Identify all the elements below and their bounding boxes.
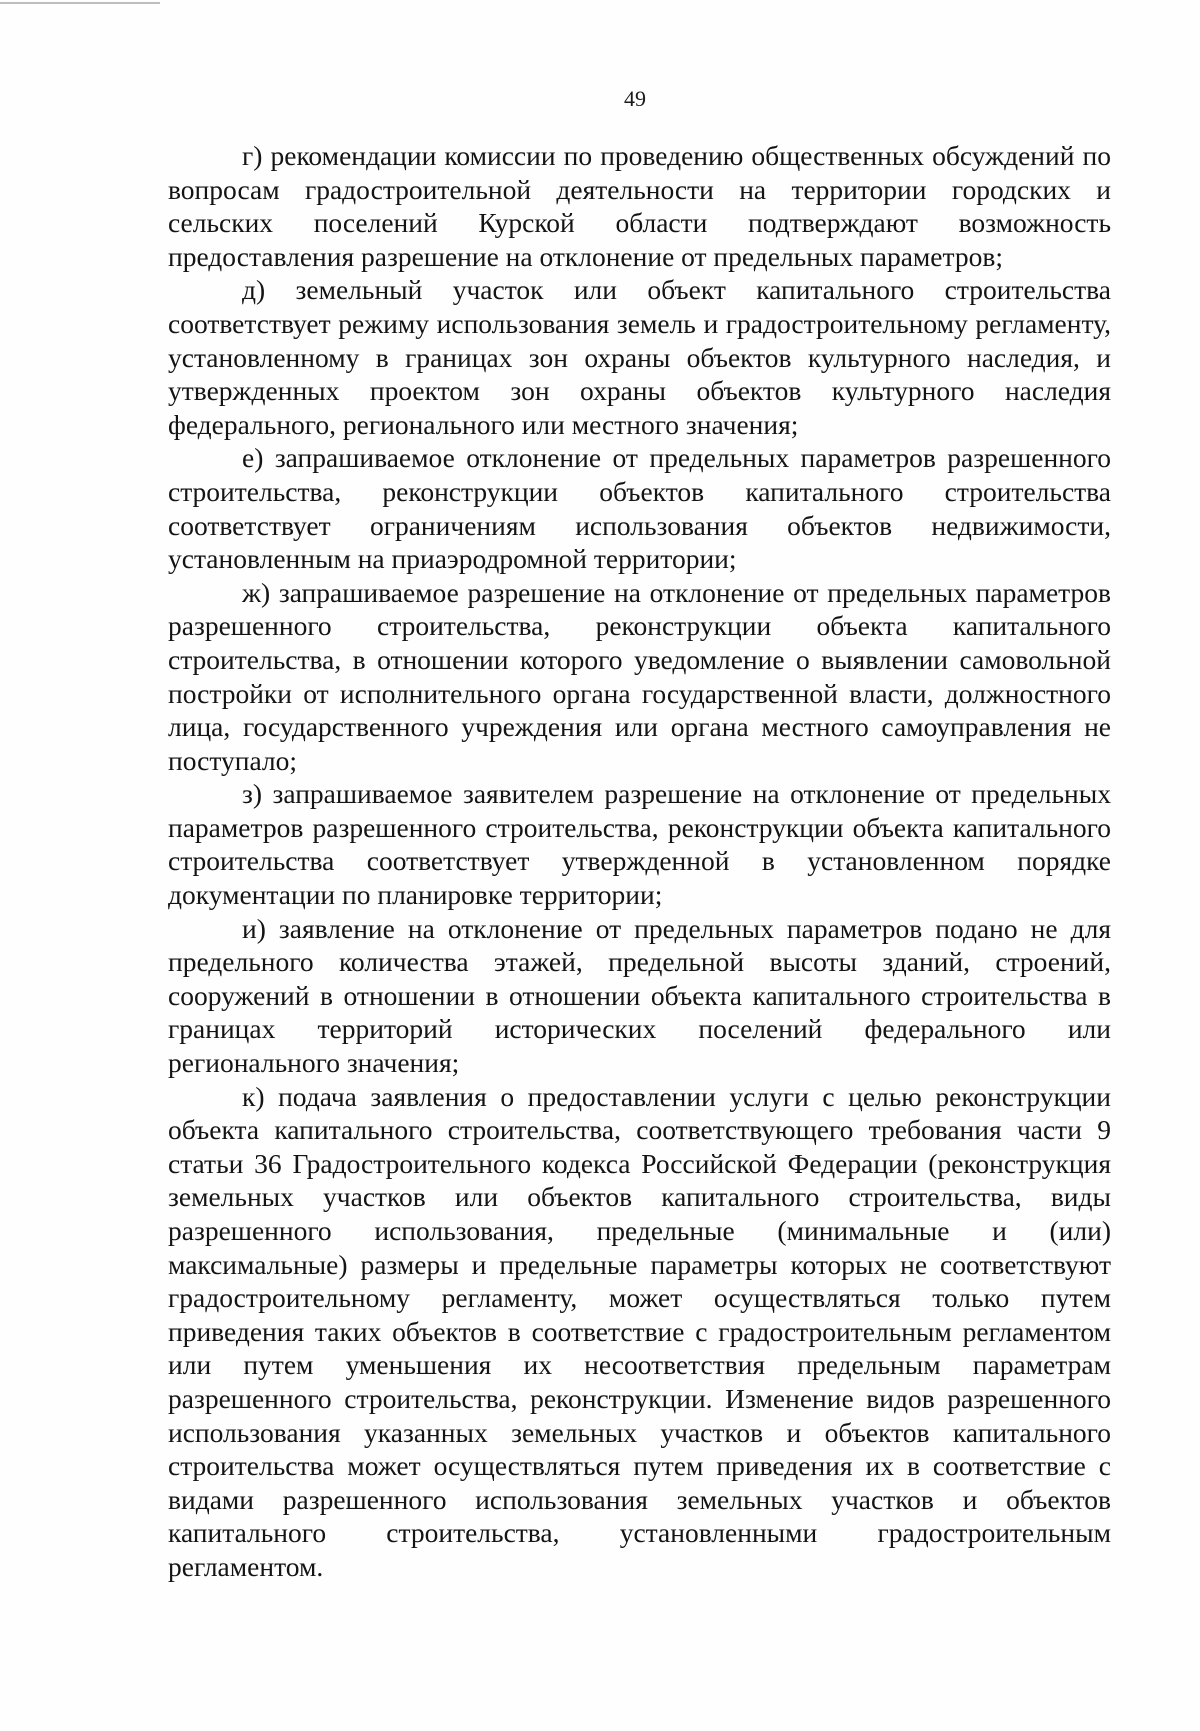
page-number: 49 [624, 86, 646, 111]
paragraph-i: и) заявление на отклонение от предельных параметров подано не для предельного количества этажей, предельной высоты зданий, строений, сооружений в отношении в отношении объекта капитального строительства в границах территорий исторических поселений федерального или регионального значения; [168, 912, 1111, 1079]
paragraph-d: д) земельный участок или объект капитального строительства соответствует режиму использования земель и градостроительному регламенту, установленному в границах зон охраны объектов культурного наследия, и утвержденных проектом зон охраны объектов культурного наследия федерального, регионального или местного значения; [168, 274, 1111, 440]
paragraph-z: з) запрашиваемое заявителем разрешение на отклонение от предельных параметров разрешенного строительства, реконструкции объекта капитального строительства соответствует утвержденной в установленном порядке документации по планировке территории; [168, 778, 1111, 911]
paragraph-g: г) рекомендации комиссии по проведению общественных обсуждений по вопросам градостроительной деятельности на территории городских и сельских поселений Курской области подтверждают возможность предоставления разрешение на отклонение от предельных параметров; [168, 140, 1111, 272]
paragraph-e: е) запрашиваемое отклонение от предельных параметров разрешенного строительства, реконструкции объектов капитального строительства соответствует ограничениям использования объектов недвижимости, установленным на приаэродромной территории; [168, 442, 1111, 575]
paragraph-zh: ж) запрашиваемое разрешение на отклонение от предельных параметров разрешенного строительства, реконструкции объекта капитального строительства, в отношении которого уведомление о выявлении самовольной постройки от исполнительного органа государственной власти, должностного лица, государственного учреждения или органа местного самоуправления не поступало; [168, 576, 1111, 776]
paragraph-k: к) подача заявления о предоставлении услуги с целью реконструкции объекта капитального строительства, соответствующего требования части 9 статьи 36 Градостроительного кодекса Российской Федерации (реконструкция земельных участков или объектов капитального строительства, виды разрешенного использования, предельные (минимальные и (или) максимальные) размеры и предельные параметры которых не соответствуют градостроительному регламенту, может осуществляться только путем приведения таких объектов в соответствие с градостроительным регламентом или путем уменьшения их несоответствия предельным параметрам разрешенного строительства, реконструкции. Изменение видов разрешенного использования указанных земельных участков и объектов капитального строительства может осуществляться путем приведения их в соответствие с видами разрешенного использования земельных участков и объектов капитального строительства, установленными градостроительным регламентом. [168, 1080, 1111, 1582]
document-body [168, 139, 1111, 1584]
scan-edge-mark [0, 2, 160, 7]
